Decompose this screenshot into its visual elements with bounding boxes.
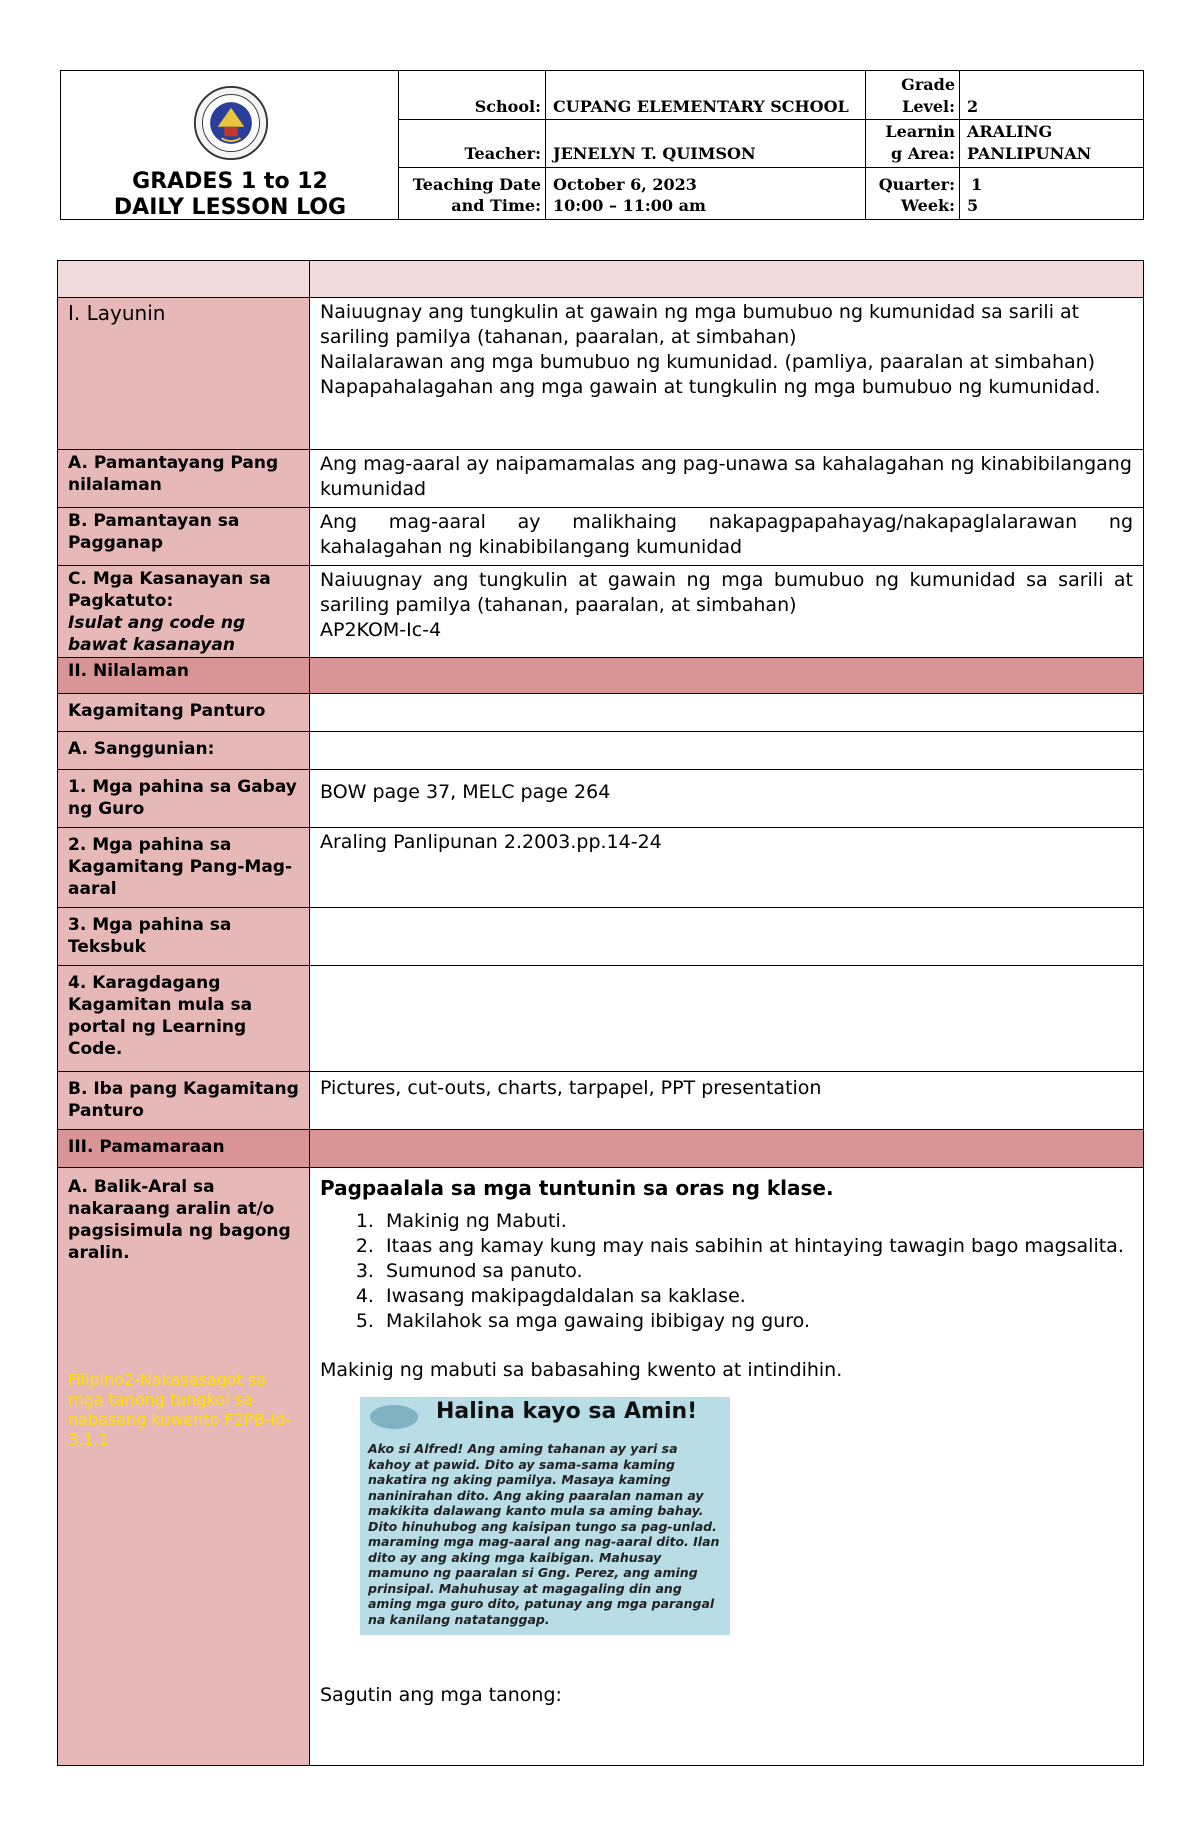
pamamaraan-label: III. Pamamaraan	[58, 1130, 310, 1167]
nilalaman-row	[57, 658, 1144, 694]
area-value-1: ARALING	[967, 122, 1053, 141]
header-table	[60, 70, 1144, 220]
story-image	[360, 1397, 730, 1635]
content-standard-value: Ang mag-aaral ay naipamamalas ang pag-unawa sa kahalagahan ng kinabibilangang kumunidad	[320, 453, 1132, 500]
layunin-row	[57, 298, 1144, 450]
competency-label: C. Mga Kasanayan sa Pagkatuto:	[68, 569, 271, 611]
balik-aral-label-cell	[58, 1168, 310, 1765]
karagdagang-label: 4. Karagdagang Kagamitan mula sa portal ng Learning Code.	[58, 966, 310, 1071]
layunin-objective-1: Naiuugnay ang tungkulin at gawain ng mga bumubuo ng kumunidad sa sarili at sariling pamilya (tahanan, paaralan, at simbahan)	[320, 301, 1080, 348]
logo-cell	[61, 71, 399, 219]
kagamitan-label: Kagamitang Panturo	[58, 694, 310, 731]
grade-value: 2	[967, 97, 979, 116]
story-title: Halina kayo sa Amin!	[436, 1399, 698, 1424]
speech-bubble-icon	[370, 1405, 418, 1429]
karagdagang-row	[57, 966, 1144, 1072]
gabay-row	[57, 770, 1144, 828]
rules-list	[320, 1209, 1133, 1334]
date-value: October 6, 2023	[553, 175, 697, 194]
questions-prompt: Sagutin ang mga tanong:	[320, 1684, 562, 1706]
teksbuk-row	[57, 908, 1144, 966]
performance-standard-label: B. Pamantayan sa Pagganap	[58, 508, 310, 565]
grade-label-2: Level:	[902, 97, 955, 116]
balik-aral-content	[310, 1168, 1143, 1765]
pamamaraan-row	[57, 1130, 1144, 1168]
area-label-1: Learnin	[885, 122, 955, 141]
rule-item: 1. Makinig ng Mabuti.	[380, 1209, 1133, 1234]
competency-code: AP2KOM-Ic-4	[320, 619, 442, 641]
school-value: CUPANG ELEMENTARY SCHOOL	[553, 97, 849, 116]
quarter-value: 1	[971, 175, 983, 194]
pamantayan-pagganap-row	[57, 508, 1144, 566]
performance-standard-value: Ang mag-aaral ay malikhaing nakapagpapahayag/nakapaglalarawan ng kahalagahan ng kinabibilangang kumunidad	[320, 511, 1133, 558]
time-value: 10:00 – 11:00 am	[553, 196, 706, 215]
page-title-line1: GRADES 1 to 12	[132, 169, 328, 194]
teksbuk-label: 3. Mga pahina sa Teksbuk	[58, 908, 310, 965]
deped-seal-icon	[193, 85, 269, 161]
area-value-2: PANLIPUNAN	[967, 144, 1092, 163]
iba-pang-label: B. Iba pang Kagamitang Panturo	[58, 1072, 310, 1129]
story-text: Ako si Alfred! Ang aming tahanan ay yari sa kahoy at pawid. Dito ay sama-sama kaming nakatira ng aking pamilya. Masaya kaming naninirahan dito. Ang aking paaralan naman ay makikita dalawang kanto mula sa aming bahay. Dito hinuhubog ang kaisipan tungo sa pag-unlad. maraming mga mag-aaral ang nag-aaral dito. Ilan dito ay ang aking mga kaibigan. Mahusay mamuno ng paaralan si Gng. Perez, ang aming prinsipal. Mahuhusay at magagaling din ang aming mga guro dito, patunay ang mga parangal na kanilang natatanggap.	[368, 1441, 720, 1627]
competency-label-cell	[58, 566, 310, 657]
rule-item: 3. Sumunod sa panuto.	[380, 1259, 1133, 1284]
balik-aral-label: A. Balik-Aral sa nakaraang aralin at/o pagsisimula ng bagong aralin.	[68, 1177, 291, 1263]
layunin-objective-2: Nailalarawan ang mga bumubuo ng kumunidad. (pamliya, paaralan at simbahan)	[320, 351, 1096, 373]
table-header-row	[57, 260, 1144, 298]
kagamitan-row	[57, 694, 1144, 732]
teacher-value: JENELYN T. QUIMSON	[553, 144, 756, 163]
quarter-label: Quarter:	[878, 175, 955, 194]
iba-pang-kagamitan-row	[57, 1072, 1144, 1130]
kasanayan-row	[57, 566, 1144, 658]
layunin-label: I. Layunin	[58, 298, 310, 449]
gabay-label: 1. Mga pahina sa Gabay ng Guro	[58, 770, 310, 827]
sanggunian-label: A. Sanggunian:	[58, 732, 310, 769]
competency-content	[310, 566, 1143, 657]
rule-item: 4. Iwasang makipagdaldalan sa kaklase.	[380, 1284, 1133, 1309]
page-title-line2: DAILY LESSON LOG	[113, 195, 347, 220]
learner-materials-value: Araling Panlipunan 2.2003.pp.14-24	[320, 831, 662, 853]
teaching-time-label: and Time:	[451, 196, 541, 215]
lesson-table	[57, 260, 1144, 1766]
competency-value: Naiuugnay ang tungkulin at gawain ng mga bumubuo ng kumunidad sa sarili at sariling pamilya (tahanan, paaralan, at simbahan)	[320, 569, 1133, 616]
week-label: Week:	[900, 196, 955, 215]
layunin-content	[310, 298, 1143, 449]
competency-label-note: Isulat ang code ng bawat kasanayan	[68, 613, 246, 655]
area-label-2: g Area:	[890, 144, 955, 163]
week-value: 5	[967, 196, 979, 215]
teacher-label: Teacher:	[464, 144, 541, 163]
rule-item: 5. Makilahok sa mga gawaing ibibigay ng guro.	[380, 1309, 1133, 1334]
nilalaman-label: II. Nilalaman	[58, 658, 310, 693]
integration-note: Filipino2-Nakasasagot sa mga tanong tungkol sa nabasang kuwento F2PB-Id-3.1.1	[68, 1370, 291, 1449]
sanggunian-row	[57, 732, 1144, 770]
rule-item: 2. Itaas ang kamay kung may nais sabihin at hintaying tawagin bago magsalita.	[380, 1234, 1133, 1259]
school-label: School:	[474, 97, 541, 116]
balik-aral-row	[57, 1168, 1144, 1766]
grade-label-1: Grade	[901, 75, 955, 94]
gabay-value: BOW page 37, MELC page 264	[320, 781, 611, 803]
content-standard-label: A. Pamantayang Pang nilalaman	[58, 450, 310, 507]
pamantayang-pangnilalaman-row	[57, 450, 1144, 508]
listen-instruction: Makinig ng mabuti sa babasahing kwento at intindihin.	[320, 1359, 843, 1381]
teaching-date-label: Teaching Date	[412, 175, 541, 194]
iba-pang-value: Pictures, cut-outs, charts, tarpapel, PPT presentation	[320, 1077, 822, 1099]
layunin-objective-3: Napapahalagahan ang mga gawain at tungkulin ng mga bumubuo ng kumunidad.	[320, 376, 1101, 398]
learner-materials-label: 2. Mga pahina sa Kagamitang Pang-Mag-aaral	[58, 828, 310, 907]
kagamitang-mag-aaral-row	[57, 828, 1144, 908]
rules-title: Pagpaalala sa mga tuntunin sa oras ng klase.	[320, 1176, 834, 1200]
